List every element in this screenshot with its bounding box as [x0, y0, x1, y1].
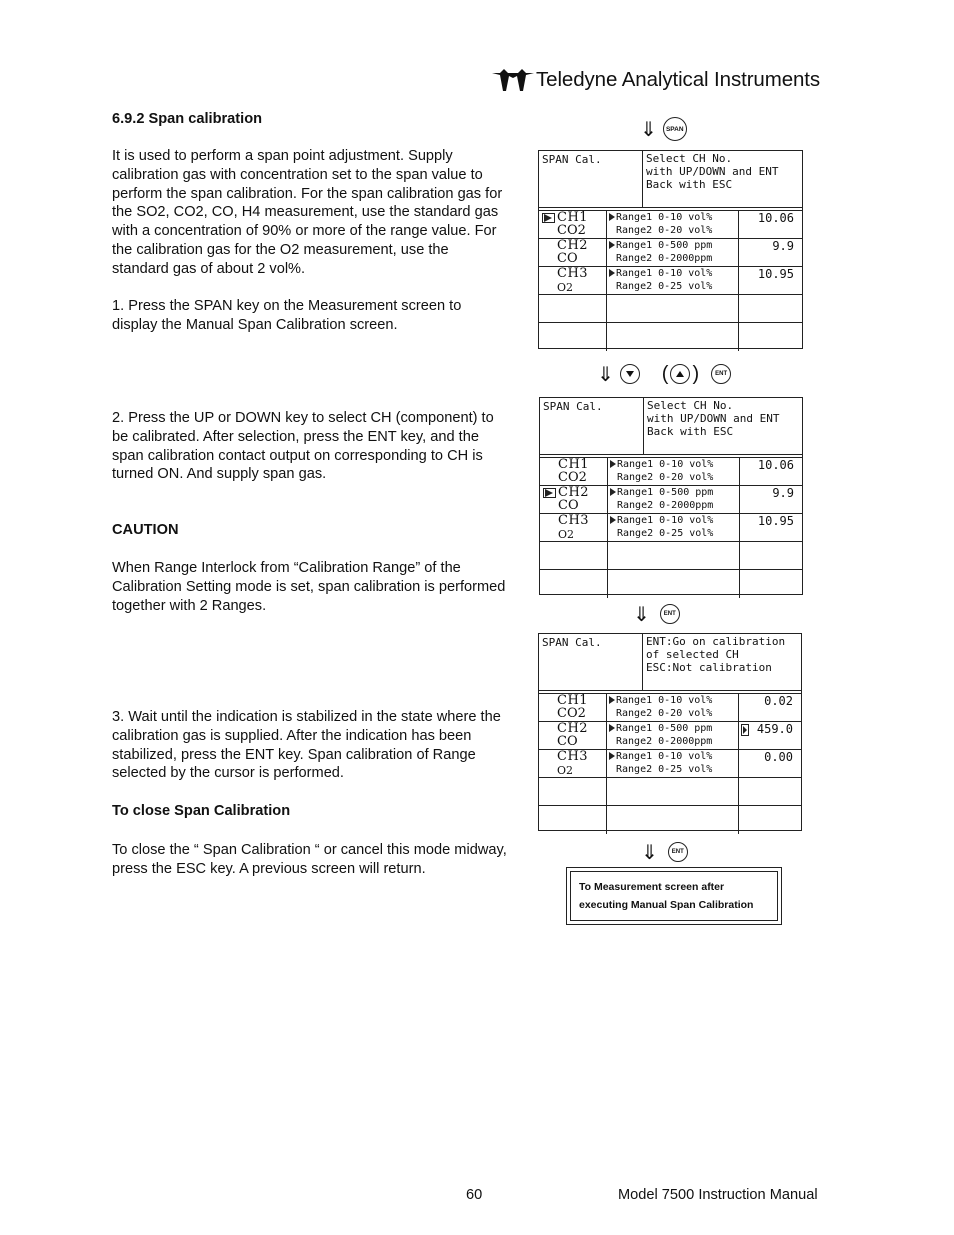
channel-row[interactable]	[539, 750, 801, 778]
gas-name: CO	[557, 734, 578, 749]
channel-value: 10.06	[757, 458, 794, 472]
gas-name: O2	[557, 764, 574, 777]
gas-name: O2	[557, 281, 574, 294]
section-title: 6.9.2 Span calibration	[112, 111, 263, 127]
channel-value: 10.06	[757, 211, 794, 225]
double-down-arrow-icon: ⇓	[633, 602, 650, 626]
channel-row[interactable]	[539, 722, 801, 750]
flow-step-ent-final	[641, 840, 688, 864]
caution-paragraph: When Range Interlock from “Calibration Range” of the Calibration Setting mode is set, span calibration is performed together with 2 Ranges.	[112, 560, 506, 614]
channel-cursor-icon	[542, 213, 555, 223]
channel-row[interactable]	[540, 486, 802, 514]
range-cursor-icon	[610, 488, 616, 496]
gas-name: CO2	[557, 706, 586, 721]
flow-step-span	[640, 117, 687, 141]
channel-name: CH2	[558, 485, 590, 500]
ent-key-icon: ENT	[660, 604, 680, 624]
lcd-message: ENT:Go on calibration of selected CH ESC:Not calibration	[646, 635, 786, 674]
range-1-label: Range1 0-500 ppm	[617, 487, 714, 498]
range-cursor-icon	[609, 752, 615, 760]
channel-row[interactable]	[539, 239, 802, 267]
range-cursor-icon	[609, 213, 615, 221]
range-1-label: Range1 0-10 vol%	[616, 212, 713, 223]
channel-cursor-icon	[543, 488, 556, 498]
channel-name: CH1	[558, 457, 590, 472]
channel-row[interactable]	[539, 267, 802, 295]
double-down-arrow-icon: ⇓	[641, 840, 658, 864]
flow-step-select	[597, 362, 731, 386]
range-2-label: Range2 0-25 vol%	[617, 528, 714, 539]
channel-name: CH3	[557, 749, 589, 764]
range-1-label: Range1 0-10 vol%	[617, 515, 714, 526]
result-line-1: To Measurement screen after	[579, 881, 725, 893]
result-line-2: executing Manual Span Calibration	[579, 899, 754, 911]
down-key-icon	[620, 364, 640, 384]
empty-row	[539, 778, 801, 806]
channel-name: CH3	[558, 513, 590, 528]
empty-row	[540, 542, 802, 570]
page-number: 60	[466, 1187, 483, 1203]
lcd-title: SPAN Cal.	[539, 634, 643, 690]
double-down-arrow-icon: ⇓	[640, 117, 657, 141]
brand-header	[490, 66, 820, 94]
empty-row	[539, 295, 802, 323]
range-2-label: Range2 0-2000ppm	[616, 253, 713, 264]
channel-value: 0.02	[764, 694, 793, 708]
lcd-message: Select CH No. with UP/DOWN and ENT Back with ESC	[647, 399, 780, 438]
empty-row	[539, 323, 802, 351]
channel-row[interactable]	[539, 211, 802, 239]
close-paragraph: To close the “ Span Calibration “ or cancel this mode midway, press the ESC key. A previous screen will return.	[112, 842, 507, 877]
up-key-icon	[670, 364, 690, 384]
gas-name: CO	[557, 251, 578, 266]
range-2-label: Range2 0-2000ppm	[617, 500, 714, 511]
channel-value: 459.0	[756, 722, 793, 736]
range-1-label: Range1 0-10 vol%	[616, 751, 713, 762]
channel-value: 10.95	[757, 514, 794, 528]
range-2-label: Range2 0-20 vol%	[616, 225, 713, 236]
lcd-screen-2	[539, 397, 803, 595]
range-2-label: Range2 0-20 vol%	[616, 708, 713, 719]
lcd-title: SPAN Cal.	[539, 151, 643, 207]
lcd-screen-1	[538, 150, 803, 349]
channel-name: CH3	[557, 266, 589, 281]
channel-value: 9.9	[772, 239, 794, 253]
double-down-arrow-icon: ⇓	[597, 362, 614, 386]
range-2-label: Range2 0-2000ppm	[616, 736, 713, 747]
channel-row[interactable]	[539, 694, 801, 722]
close-paren: )	[692, 363, 700, 385]
brand-name: Teledyne Analytical Instruments	[536, 68, 821, 91]
caution-title: CAUTION	[112, 522, 179, 538]
step-2-paragraph: 2. Press the UP or DOWN key to select CH (component) to be calibrated. After selection, press the ENT key, and the span calibration contact output on corresponding to CH is turned ON. And supply span gas.	[112, 410, 494, 483]
channel-row[interactable]	[540, 514, 802, 542]
range-cursor-icon	[609, 269, 615, 277]
flow-step-ent	[633, 602, 680, 626]
open-paren: (	[661, 363, 669, 385]
gas-name: CO2	[557, 223, 586, 238]
range-cursor-icon	[610, 460, 616, 468]
value-cursor-icon	[741, 724, 749, 736]
lcd-screen-3	[538, 633, 802, 831]
teledyne-logo-icon	[490, 67, 536, 93]
gas-name: O2	[558, 528, 575, 541]
range-cursor-icon	[609, 241, 615, 249]
empty-row	[540, 570, 802, 598]
channel-value: 9.9	[772, 486, 794, 500]
range-1-label: Range1 0-500 ppm	[616, 723, 713, 734]
range-1-label: Range1 0-10 vol%	[616, 268, 713, 279]
range-1-label: Range1 0-10 vol%	[617, 459, 714, 470]
empty-row	[539, 806, 801, 834]
ent-key-icon: ENT	[711, 364, 731, 384]
lcd-message: Select CH No. with UP/DOWN and ENT Back with ESC	[646, 152, 779, 191]
step-1-paragraph: 1. Press the SPAN key on the Measurement screen to display the Manual Span Calibration screen.	[112, 298, 462, 333]
range-2-label: Range2 0-25 vol%	[616, 281, 713, 292]
close-title: To close Span Calibration	[112, 803, 291, 819]
manual-title: Model 7500 Instruction Manual	[618, 1187, 818, 1203]
range-cursor-icon	[610, 516, 616, 524]
range-2-label: Range2 0-20 vol%	[617, 472, 714, 483]
range-2-label: Range2 0-25 vol%	[616, 764, 713, 775]
channel-name: CH1	[557, 693, 589, 708]
gas-name: CO2	[558, 470, 587, 485]
intro-paragraph: It is used to perform a span point adjustment. Supply calibration gas with concentration set to the span value to perform the span calibration. For the span calibration gas for the SO2, CO2, CO, H4 measurement, use the standard gas with a concentration of 90% or more of the range value. For the calibration gas for the O2 measurement, use the standard gas of about 2 vol%.	[112, 148, 503, 277]
step-3-paragraph: 3. Wait until the indication is stabilized in the state where the calibration gas is supplied. After the indication has been stabilized, press the ENT key. Span calibration of Range selected by the cursor is performed.	[112, 709, 501, 782]
channel-row[interactable]	[540, 458, 802, 486]
channel-value: 0.00	[764, 750, 793, 764]
range-cursor-icon	[609, 724, 615, 732]
ent-key-icon: ENT	[668, 842, 688, 862]
channel-name: CH2	[557, 721, 589, 736]
range-1-label: Range1 0-10 vol%	[616, 695, 713, 706]
gas-name: CO	[558, 498, 579, 513]
range-cursor-icon	[609, 696, 615, 704]
channel-name: CH2	[557, 238, 589, 253]
channel-value: 10.95	[757, 267, 794, 281]
span-key-icon: SPAN	[663, 117, 687, 141]
result-box	[566, 867, 782, 925]
range-1-label: Range1 0-500 ppm	[616, 240, 713, 251]
channel-name: CH1	[557, 210, 589, 225]
lcd-title: SPAN Cal.	[540, 398, 644, 454]
